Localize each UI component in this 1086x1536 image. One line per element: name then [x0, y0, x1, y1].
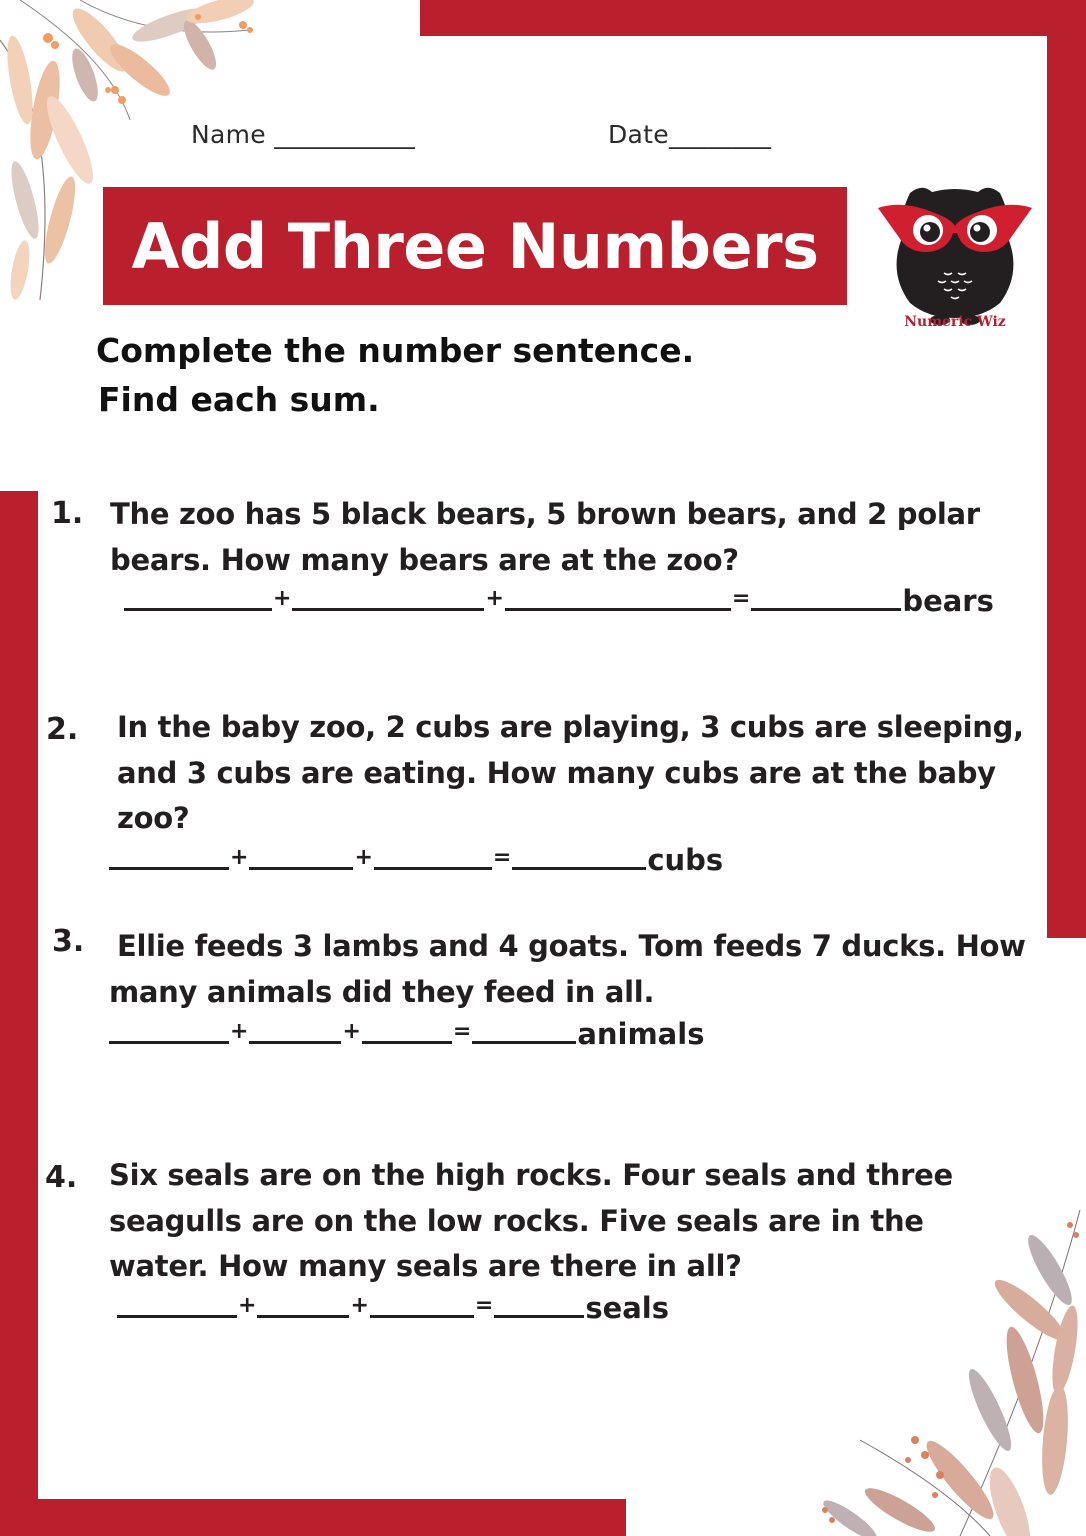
answer-sentence	[109, 1017, 704, 1051]
plus-sign: +	[273, 586, 292, 611]
question-number: 4.	[45, 1160, 78, 1195]
question-text	[109, 924, 1026, 1015]
question-line: bears. How many bears are at the zoo?	[110, 542, 739, 577]
equals-sign: =	[474, 1293, 494, 1318]
answer-blank-addend-1[interactable]	[109, 1017, 229, 1044]
question-line: Six seals are on the high rocks. Four seals and three	[109, 1158, 953, 1192]
question-text	[117, 705, 1024, 842]
plus-sign: +	[485, 586, 504, 611]
question-line: In the baby zoo, 2 cubs are playing, 3 cubs are sleeping,	[117, 710, 1024, 744]
answer-unit: seals	[585, 1291, 670, 1325]
instruction-line-1: Complete the number sentence.	[96, 331, 695, 370]
instruction-line-2: Find each sum.	[98, 380, 380, 419]
answer-unit: animals	[577, 1017, 705, 1051]
answer-blank-sum[interactable]	[512, 843, 646, 870]
answer-sentence	[117, 1291, 669, 1325]
question-line: water. How many seals are there in all?	[109, 1249, 742, 1283]
plus-sign: +	[350, 1293, 369, 1318]
answer-blank-addend-1[interactable]	[109, 843, 229, 870]
answer-blank-addend-3[interactable]	[362, 1017, 452, 1044]
answer-unit: cubs	[647, 843, 724, 877]
question-line: many animals did they feed in all.	[109, 974, 655, 1009]
title-banner	[103, 187, 847, 305]
question-text	[109, 1153, 953, 1290]
frame-top-bar	[420, 0, 1086, 36]
answer-blank-addend-3[interactable]	[370, 1291, 474, 1318]
plus-sign: +	[238, 1293, 257, 1318]
frame-right-bar	[1047, 0, 1086, 938]
page-title: Add Three Numbers	[131, 209, 819, 283]
date-field-label[interactable]: Date________	[608, 120, 772, 149]
question-number: 2.	[46, 712, 79, 747]
answer-blank-addend-2[interactable]	[257, 1291, 349, 1318]
plus-sign: +	[354, 845, 373, 870]
answer-blank-addend-3[interactable]	[505, 584, 731, 611]
question-number: 1.	[51, 496, 84, 531]
answer-sentence	[109, 843, 723, 877]
frame-left-bar	[0, 491, 38, 1536]
question-line: and 3 cubs are eating. How many cubs are at the baby	[117, 755, 996, 790]
instructions	[96, 326, 694, 424]
name-field-label[interactable]: Name ___________	[191, 120, 416, 149]
frame-bottom-bar	[0, 1499, 626, 1536]
equals-sign: =	[452, 1019, 472, 1044]
answer-blank-addend-2[interactable]	[249, 1017, 341, 1044]
question-line: The zoo has 5 black bears, 5 brown bears, and 2 polar	[110, 497, 980, 531]
question-line: zoo?	[117, 801, 190, 835]
answer-blank-addend-3[interactable]	[374, 843, 492, 870]
brand-caption: Numeric Wiz	[904, 314, 1006, 330]
answer-blank-addend-2[interactable]	[292, 584, 484, 611]
answer-sentence	[124, 584, 994, 618]
plus-sign: +	[342, 1019, 361, 1044]
answer-blank-sum[interactable]	[751, 584, 901, 611]
plus-sign: +	[230, 1019, 249, 1044]
answer-unit: bears	[902, 584, 994, 618]
equals-sign: =	[731, 586, 751, 611]
equals-sign: =	[492, 845, 512, 870]
answer-blank-sum[interactable]	[472, 1017, 576, 1044]
question-line: seagulls are on the low rocks. Five seals are in the	[109, 1203, 924, 1238]
answer-blank-addend-2[interactable]	[249, 843, 353, 870]
question-text	[110, 492, 980, 583]
answer-blank-addend-1[interactable]	[124, 584, 272, 611]
question-number: 3.	[52, 924, 85, 959]
plus-sign: +	[230, 845, 249, 870]
answer-blank-sum[interactable]	[494, 1291, 584, 1318]
answer-blank-addend-1[interactable]	[117, 1291, 237, 1318]
question-line: Ellie feeds 3 lambs and 4 goats. Tom feeds 7 ducks. How	[117, 929, 1026, 963]
